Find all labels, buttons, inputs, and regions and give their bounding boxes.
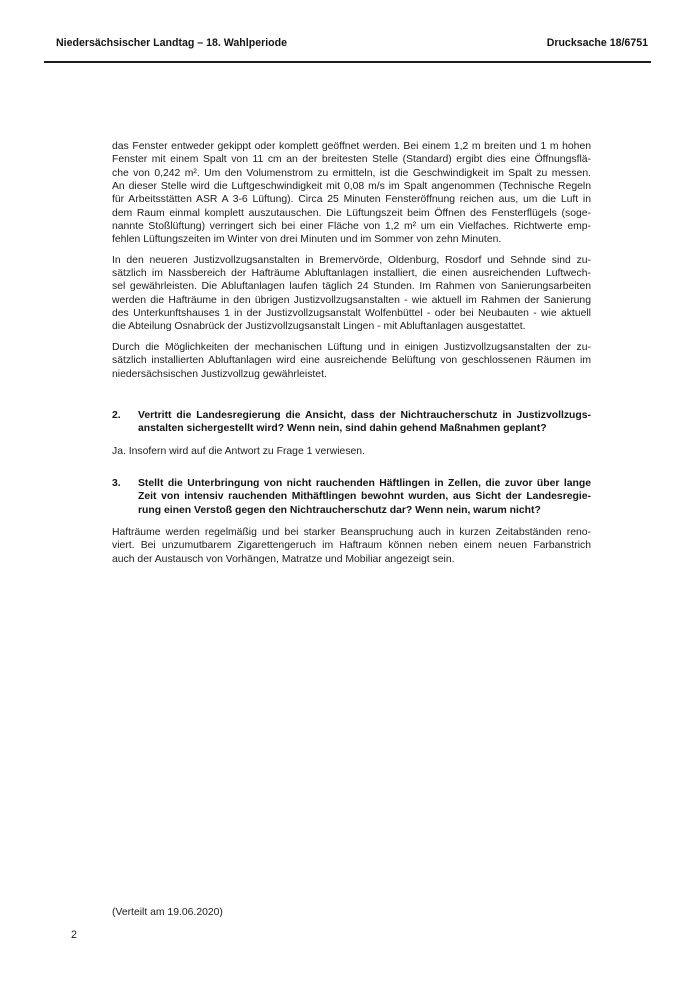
- text-line: niedersächsischen Justizvollzug gewährleistet.: [112, 368, 327, 380]
- text-line: che von 0,242 m². Um den Volumenstrom zu ermitteln, ist die Geschwindigkeit im Spalt zu messen.: [112, 167, 591, 179]
- text-line: rung einen Verstoß gegen den Nichtraucherschutz dar? Wenn nein, warum nicht?: [138, 504, 541, 516]
- page-header-row: [44, 36, 651, 51]
- document-body: [112, 140, 591, 566]
- text-line: dem Raum einmal komplett auszutauschen. Die Lüftungszeit beim Öffnen des Fensterflügels (soge-: [112, 207, 591, 219]
- text-line: auch der Austausch von Vorhängen, Matratze und Mobiliar angezeigt sein.: [112, 553, 455, 565]
- text-line: nannte Stoßlüftung) verringert sich bei einer Fläche von 1,2 m² um ein Vielfaches. Richtwerte emp-: [112, 221, 591, 233]
- text-line: fehlen Lüftungszeiten im Winter von drei Minuten und im Sommer von zehn Minuten.: [112, 234, 502, 246]
- answer-2: Ja. Insofern wird auf die Antwort zu Frage 1 verwiesen.: [112, 445, 365, 457]
- text-line: für Arbeitsstätten ASR A 3-6 Lüftung). Circa 25 Minuten Fensteröffnung reichen aus, um die Luft in: [112, 194, 591, 206]
- text-line: In den neueren Justizvollzugsanstalten in Bremervörde, Oldenburg, Rosdorf und Sehnde sind zu-: [112, 254, 591, 266]
- paragraph-ventilation-window: [112, 140, 591, 247]
- text-line: Stellt die Unterbringung von nicht rauchenden Häftlingen in Zellen, die zuvor über lange: [138, 477, 591, 489]
- question-2-number: 2.: [112, 409, 121, 421]
- text-line: anstalten sichergestellt wird? Wenn nein, sind dahin gehend Maßnahmen geplant?: [138, 423, 547, 435]
- text-line: sel gewährleisten. Die Abluftanlagen laufen täglich 24 Stunden. Im Rahmen von Sanierungsarbeiten: [112, 281, 591, 293]
- text-line: sätzlich installierten Abluftanlagen wird eine ausreichende Belüftung von geschlossenen Räumen im: [112, 355, 591, 367]
- question-3-text: [138, 477, 591, 517]
- text-line: des Unterkunftshauses 1 in der Justizvollzugsanstalt Wolfenbüttel - oder bei Neubauten - wie aktuell: [112, 308, 591, 320]
- question-3: [112, 477, 591, 517]
- page-number: 2: [71, 929, 77, 941]
- answer-3: [112, 526, 591, 566]
- text-line: Zeit von intensiv rauchenden Mithäftlingen bewohnt wurden, aus Sicht der Landesregie-: [138, 491, 591, 503]
- text-line: Vertritt die Landesregierung die Ansicht, dass der Nichtraucherschutz in Justizvollzugs-: [138, 409, 591, 421]
- text-line: sätzlich im Nassbereich der Hafträume Abluftanlagen installiert, die einen ausreichenden Luftwech-: [112, 268, 591, 280]
- question-2: [112, 409, 591, 436]
- distribution-note: (Verteilt am 19.06.2020): [112, 907, 223, 918]
- question-2-text: [138, 409, 591, 436]
- paragraph-mechanical-ventilation: [112, 341, 591, 381]
- text-line: Fenster mit einem Spalt von 11 cm an der breitesten Stelle (Standard) ergibt dies eine Öffnungsflä-: [112, 154, 591, 166]
- text-line: die Abteilung Osnabrück der Justizvollzugsanstalt Lingen - mit Abluftanlagen ausgestattet.: [112, 321, 526, 333]
- header-document-number: Drucksache 18/6751: [546, 37, 648, 49]
- text-line: Durch die Möglichkeiten der mechanischen Lüftung und in einigen Justizvollzugsanstalten der zu-: [112, 341, 591, 353]
- text-line: Hafträume werden regelmäßig und bei starker Beanspruchung auch in kurzen Zeitabständen reno-: [112, 526, 591, 538]
- text-line: An dieser Stelle wird die Luftgeschwindigkeit mit 0,08 m/s im Spalt angenommen (Technische Regeln: [112, 181, 591, 193]
- text-line: viert. Bei unzumutbarem Zigarettengeruch im Haftraum können neben einem neuen Farbanstrich: [112, 540, 591, 552]
- question-3-number: 3.: [112, 477, 121, 489]
- paragraph-exhaust-systems: [112, 254, 591, 334]
- header-parliament-title: Niedersächsischer Landtag – 18. Wahlperiode: [56, 37, 287, 49]
- text-line: werden die Hafträume in den übrigen Justizvollzugsanstalten - wie aktuell im Rahmen der Sanierung: [112, 294, 591, 306]
- text-line: das Fenster entweder gekippt oder komplett geöffnet werden. Bei einem 1,2 m breiten und 1 m hohen: [112, 141, 591, 152]
- page-header: [44, 36, 651, 63]
